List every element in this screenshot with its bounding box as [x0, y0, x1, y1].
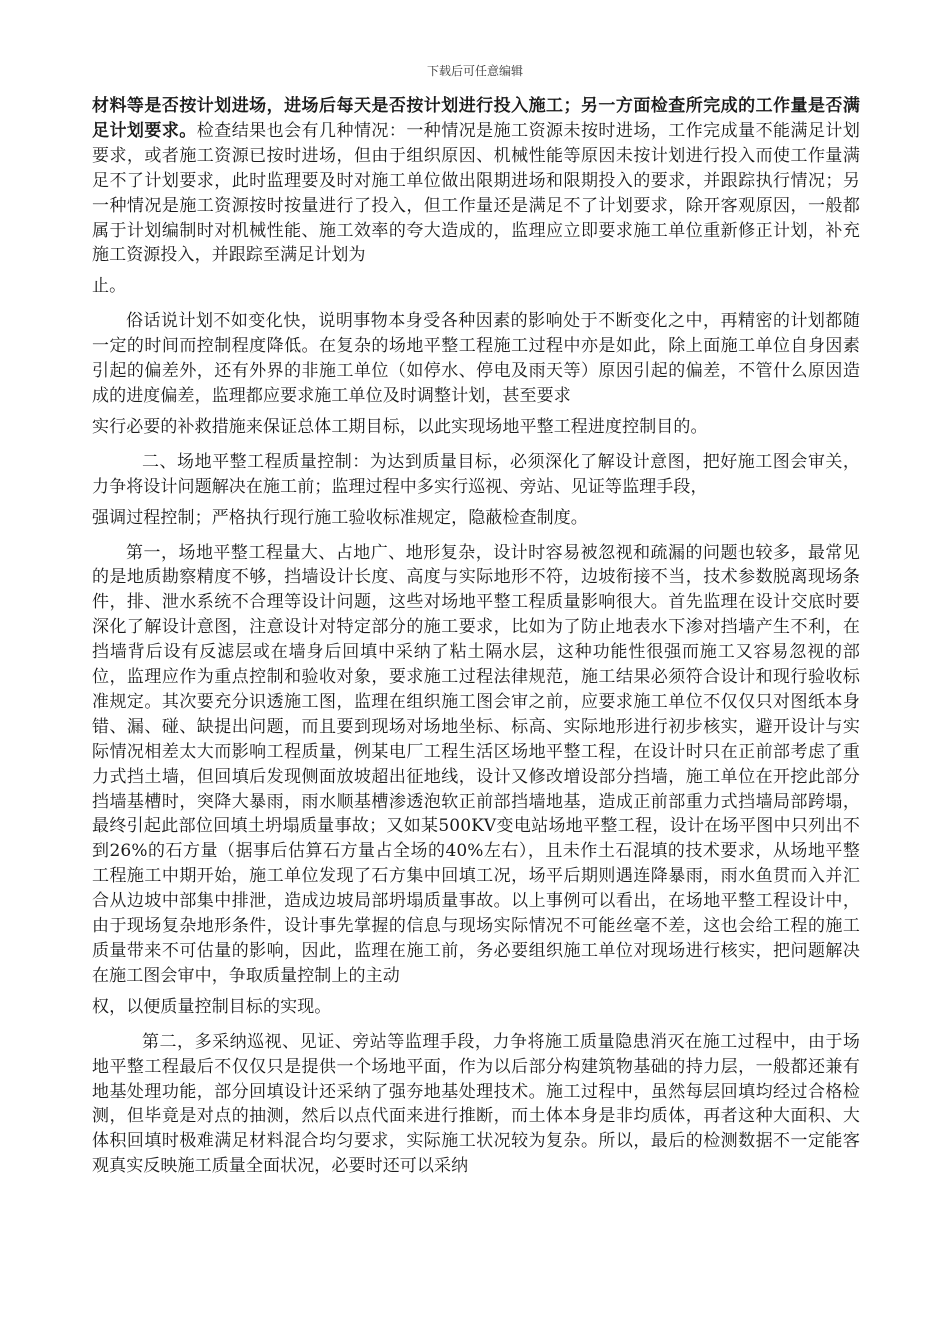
paragraph-1-text: 检查结果也会有几种情况：一种情况是施工资源未按时进场，工作完成量不能满足计划要求，或者施工资源已按时进场，但由于组织原因、机械性能等原因未按计划进行投入而使工作量满足不了计划要求，此时监理要及时对施工单位做出限期进场和限期投入的要求，并跟踪执行情况；另一种情况是施工资源按时按量进行了投入，但工作量还是满足不了计划要求，除开客观原因，一般都属于计划编制时对机械性能、施工效率的夸大造成的，监理应立即要求施工单位重新修正计划，补充施工资源投入，并跟踪至满足计划为 [92, 120, 860, 266]
paragraph-3: 二、场地平整工程质量控制：为达到质量目标，必须深化了解设计意图，把好施工图会审关，力争将设计问题解决在施工前；监理过程中多实行巡视、旁站、见证等监理手段， [92, 451, 860, 497]
paragraph-2-last-line: 实行必要的补救措施来保证总体工期目标，以此实现场地平整工程进度控制目的。 [92, 416, 708, 437]
paragraph-1-bold: 材料等是否按计划进场，进场后每天是否按计划进行投入施工；另一方面检查所完成的工作量是否满足计划要求。 [92, 96, 860, 141]
paragraph-1 [92, 94, 860, 268]
paragraph-4: 第一，场地平整工程量大、占地广、地形复杂，设计时容易被忽视和疏漏的问题也较多，最常见的是地质勘察精度不够，挡墙设计长度、高度与实际地形不符，边坡衔接不当，技术参数脱离现场条件，排、泄水系统不合理等设计问题，这些对场地平整工程质量影响很大。首先监理在设计交底时要深化了解设计意图，注意设计对特定部分的施工要求，比如为了防止地表水下渗对挡墙产生不利，在挡墙背后设有反滤层或在墙身后回填中采纳了粘土隔水层，这种功能性很强而施工又容易忽视的部位，监理应作为重点控制和验收对象，要求施工过程法律规范，施工结果必须符合设计和现行验收标准规定。其次要充分识透施工图，监理在组织施工图会审之前，应要求施工单位不仅仅只对图纸本身错、漏、碰、缺提出问题，而且要到现场对场地坐标、标高、实际地形进行初步核实，避开设计与实际情况相差太大而影响工程质量，例某电厂工程生活区场地平整工程，在设计时只在正前部考虑了重力式挡土墙，但回填后发现侧面放坡超出征地线，设计又修改增设部分挡墙，施工单位在开挖此部分挡墙基槽时，突降大暴雨，雨水顺基槽渗透泡软正前部挡墙地基，造成正前部重力式挡墙局部跨塌，最终引起此部位回填土坍塌质量事故；又如某500KV变电站场地平整工程，设计在场平图中只列出不到26%的石方量（据事后估算石方量占全场的40%左右），且未作土石混填的技术要求，从场地平整工程施工中期开始，施工单位发现了石方集中回填工况，场平后期则遇连降暴雨，雨水鱼贯而入并汇合从边坡中部集中排泄，造成边坡局部坍塌质量事故。以上事例可以看出，在场地平整工程设计中，由于现场复杂地形条件，设计事先掌握的信息与现场实际情况不可能丝毫不差，这也会给工程的施工质量带来不可估量的影响，因此，监理在施工前，务必要组织施工单位对现场进行核实，把问题解决在施工图会审中，争取质量控制上的主动 [92, 542, 860, 986]
paragraph-2: 俗话说计划不如变化快，说明事物本身受各种因素的影响处于不断变化之中，再精密的计划都随一定的时间而控制程度降低。在复杂的场地平整工程施工过程中亦是如此，除上面施工单位自身因素引起的偏差外，还有外界的非施工单位（如停水、停电及雨天等）原因引起的偏差，不管什么原因造成的进度偏差，监理都应要求施工单位及时调整计划，甚至要求 [92, 311, 860, 406]
document-body [92, 94, 860, 1179]
page-header: 下载后可任意编辑 [426, 64, 523, 78]
paragraph-4-last-line: 权，以便质量控制目标的实现。 [92, 996, 332, 1017]
paragraph-5: 第二，多采纳巡视、见证、旁站等监理手段，力争将施工质量隐患消灭在施工过程中，由于场地平整工程最后不仅仅只是提供一个场地平面，作为以后部分构建筑物基础的持力层，一般都还兼有地基处理功能，部分回填设计还采纳了强夯地基处理技术。施工过程中，虽然每层回填均经过合格检测，但毕竟是对点的抽测，然后以点代面来进行推断，而土体本身是非均质体，再者这种大面积、大体积回填时极难满足材料混合均匀要求，实际施工状况较为复杂。所以，最后的检测数据不一定能客观真实反映施工质量全面状况，必要时还可以采纳 [92, 1031, 860, 1177]
paragraph-1-last-line: 止。 [92, 276, 127, 297]
paragraph-3-last-line: 强调过程控制；严格执行现行施工验收标准规定，隐蔽检查制度。 [92, 507, 588, 528]
